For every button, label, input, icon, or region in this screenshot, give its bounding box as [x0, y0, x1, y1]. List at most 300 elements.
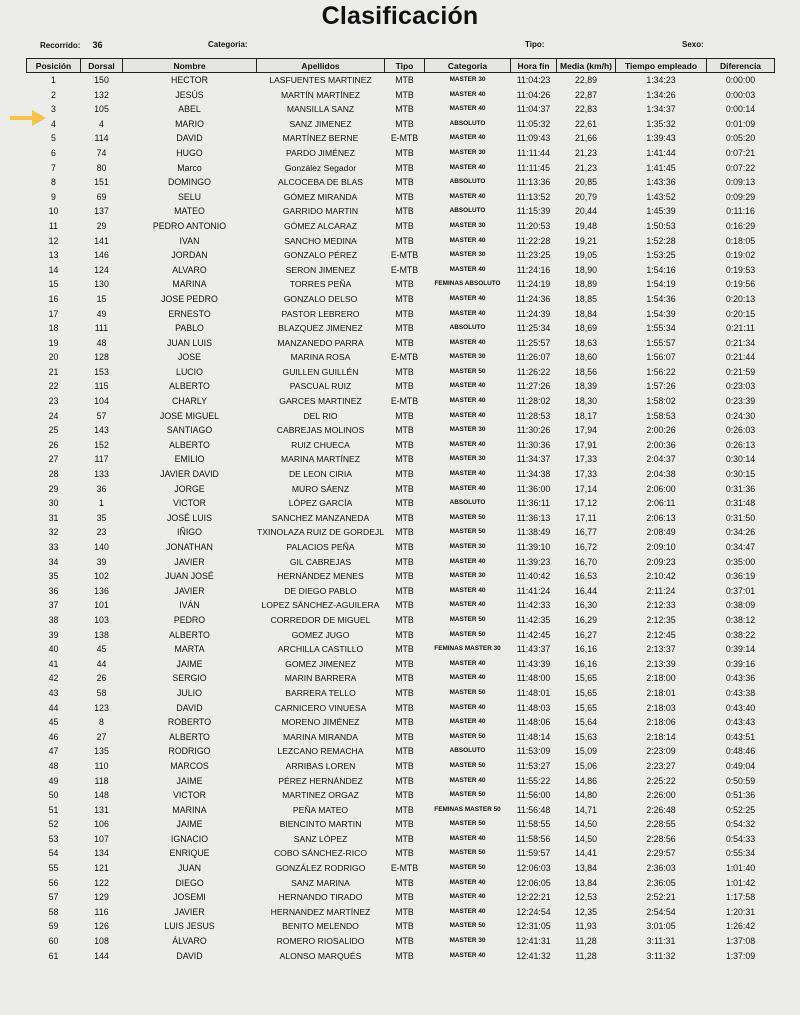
cell-apellidos: GONZALO DELSO [283, 293, 358, 304]
cell-diferencia: 1:17:58 [725, 892, 756, 903]
cell-apellidos: GARCES MARTINEZ [279, 396, 362, 407]
cell-tiempo: 2:11:24 [646, 585, 676, 596]
cell-media: 17,33 [574, 454, 597, 465]
cell-posicion: 16 [48, 293, 59, 304]
cell-dorsal: 8 [99, 717, 104, 728]
cell-dorsal: 39 [96, 556, 107, 567]
cell-media: 17,33 [574, 469, 597, 480]
cell-apellidos: ROMERO RIOSALIDO [276, 936, 365, 947]
cell-apellidos: SANZ MARINA [291, 877, 350, 888]
cell-nombre: JUAN JOSÉ [165, 571, 214, 582]
cell-tiempo: 2:12:35 [646, 614, 676, 625]
cell-categoria: MASTER 30 [449, 251, 486, 259]
cell-tipo: MTB [395, 717, 414, 728]
cell-dorsal: 124 [94, 264, 109, 275]
cell-apellidos: LOPEZ SÁNCHEZ-AGUILERA [261, 600, 380, 611]
cell-dorsal: 130 [94, 279, 109, 290]
cell-tipo: E-MTB [390, 396, 419, 407]
header-posicion: Posición [27, 59, 81, 73]
cell-dorsal: 35 [96, 512, 107, 523]
cell-apellidos: BLAZQUEZ JIMENEZ [278, 323, 363, 334]
cell-dorsal: 128 [94, 352, 109, 363]
cell-apellidos: SANCHEZ MANZANEDA [271, 512, 370, 523]
cell-diferencia: 0:26:03 [725, 425, 756, 436]
cell-categoria: FEMINAS ABSOLUTO [434, 280, 501, 288]
cell-nombre: JAIME [176, 658, 203, 669]
cell-categoria: MASTER 50 [449, 367, 486, 375]
cell-categoria: MASTER 40 [449, 134, 486, 142]
cell-apellidos: ALONSO MARQUÉS [279, 950, 362, 961]
cell-posicion: 25 [48, 425, 59, 436]
cell-posicion: 45 [48, 717, 59, 728]
cell-posicion: 10 [48, 206, 59, 217]
cell-dorsal: 121 [94, 863, 109, 874]
cell-nombre: SERGIO [172, 673, 207, 684]
cell-hora-fin: 11:15:39 [516, 206, 551, 217]
cell-tiempo: 1:35:32 [646, 118, 676, 129]
cell-apellidos: MARINA MIRANDA [283, 731, 358, 742]
cell-media: 20,85 [574, 177, 597, 188]
cell-categoria: MASTER 40 [449, 659, 486, 667]
table-row [27, 817, 775, 832]
cell-tiempo: 2:06:00 [646, 483, 676, 494]
cell-apellidos: BIENCINTO MARTIN [279, 819, 362, 830]
cell-nombre: ABEL [178, 104, 201, 115]
cell-categoria: MASTER 50 [449, 528, 486, 536]
cell-categoria: MASTER 40 [449, 878, 486, 886]
cell-categoria: MASTER 50 [449, 922, 486, 930]
cell-hora-fin: 11:43:37 [516, 644, 551, 655]
cell-diferencia: 0:38:09 [725, 600, 756, 611]
cell-hora-fin: 11:59:57 [516, 848, 551, 859]
cell-hora-fin: 11:42:35 [516, 614, 551, 625]
table-row [27, 117, 775, 132]
cell-tipo: MTB [395, 556, 414, 567]
cell-nombre: DAVID [176, 950, 203, 961]
cell-hora-fin: 12:31:05 [516, 921, 551, 932]
cell-posicion: 1 [51, 75, 56, 85]
cell-tipo: MTB [395, 366, 414, 377]
cell-media: 16,70 [574, 556, 597, 567]
cell-posicion: 46 [48, 731, 59, 742]
cell-tiempo: 1:57:26 [646, 381, 676, 392]
cell-apellidos: GÓMEZ ALCARAZ [283, 220, 358, 231]
cell-categoria: MASTER 30 [449, 148, 486, 156]
cell-tiempo: 1:58:53 [646, 410, 676, 421]
table-row [27, 452, 775, 467]
cell-tipo: MTB [395, 658, 414, 669]
cell-dorsal: 134 [94, 848, 109, 859]
cell-tipo: MTB [395, 147, 414, 158]
cell-dorsal: 45 [96, 644, 107, 655]
cell-tiempo: 3:11:31 [646, 936, 676, 947]
cell-media: 21,23 [574, 162, 597, 173]
cell-nombre: JAVIER [174, 906, 205, 917]
cell-apellidos: CARNICERO VINUESA [274, 702, 367, 713]
table-row [27, 613, 775, 628]
cell-apellidos: MARTINEZ ORGAZ [282, 790, 359, 801]
cell-dorsal: 1 [99, 498, 104, 509]
cell-dorsal: 123 [94, 702, 109, 713]
cell-apellidos: HERNANDO TIRADO [278, 892, 363, 903]
cell-diferencia: 1:20:31 [725, 906, 756, 917]
cell-hora-fin: 12:06:05 [516, 877, 551, 888]
cell-hora-fin: 11:26:07 [516, 352, 551, 363]
cell-media: 14,86 [574, 775, 597, 786]
cell-nombre: MARINA [172, 279, 207, 290]
cell-tipo: MTB [395, 542, 414, 552]
cell-posicion: 18 [48, 323, 59, 334]
cell-hora-fin: 11:09:43 [516, 133, 551, 144]
cell-diferencia: 0:50:59 [725, 775, 756, 786]
cell-apellidos: TXINOLAZA RUIZ DE GORDEJL [256, 527, 385, 538]
page-title: Clasificación [321, 2, 479, 30]
cell-tipo: MTB [395, 921, 414, 932]
cell-dorsal: 138 [94, 629, 109, 640]
cell-tipo: MTB [395, 702, 414, 713]
cell-nombre: JAVIER DAVID [160, 469, 219, 480]
cell-hora-fin: 11:40:42 [516, 571, 551, 582]
cell-categoria: MASTER 40 [449, 557, 486, 565]
cell-tiempo: 2:29:57 [646, 848, 676, 859]
cell-posicion: 55 [48, 863, 59, 874]
cell-categoria: FEMINAS MASTER 50 [434, 805, 501, 813]
table-row [27, 277, 775, 292]
cell-categoria: MASTER 40 [449, 192, 486, 200]
cell-media: 18,17 [574, 410, 597, 421]
cell-nombre: HECTOR [171, 75, 208, 85]
header-hora-fin: Hora fin [511, 59, 557, 73]
cell-hora-fin: 11:24:19 [516, 279, 551, 290]
cell-hora-fin: 11:39:23 [516, 556, 551, 567]
cell-apellidos: LASFUENTES MARTINEZ [269, 75, 372, 85]
recorrido-label: Recorrido: [40, 41, 81, 50]
cell-nombre: SELU [178, 191, 201, 202]
cell-media: 18,63 [574, 337, 597, 348]
cell-dorsal: 144 [94, 950, 109, 961]
cell-tipo: MTB [395, 279, 414, 290]
cell-media: 18,85 [574, 293, 597, 304]
cell-tipo: MTB [395, 629, 414, 640]
cell-hora-fin: 11:34:38 [516, 469, 551, 480]
cell-categoria: MASTER 30 [449, 455, 486, 463]
cell-nombre: ALBERTO [169, 629, 210, 640]
cell-media: 16,44 [574, 585, 597, 596]
cell-hora-fin: 11:24:39 [516, 308, 551, 319]
cell-diferencia: 0:31:50 [725, 512, 756, 523]
cell-categoria: MASTER 40 [449, 703, 486, 711]
cell-hora-fin: 11:53:27 [516, 760, 551, 771]
cell-posicion: 17 [48, 308, 59, 319]
cell-tipo: MTB [395, 118, 414, 129]
cell-apellidos: PASTOR LEBRERO [281, 308, 360, 319]
cell-posicion: 13 [48, 250, 59, 261]
table-row [27, 379, 775, 394]
cell-media: 17,14 [574, 483, 597, 494]
table-row [27, 88, 775, 103]
cell-dorsal: 133 [94, 469, 109, 480]
cell-categoria: MASTER 50 [449, 732, 486, 740]
cell-tipo: MTB [395, 848, 414, 859]
cell-diferencia: 0:54:32 [725, 819, 756, 830]
cell-categoria: MASTER 30 [449, 426, 486, 434]
cell-nombre: JUAN LUIS [167, 337, 212, 348]
cell-tiempo: 1:58:02 [646, 396, 676, 407]
table-row [27, 876, 775, 891]
cell-tiempo: 1:34:26 [646, 89, 676, 100]
cell-tipo: MTB [395, 104, 414, 115]
cell-categoria: MASTER 50 [449, 820, 486, 828]
cell-dorsal: 15 [96, 293, 107, 304]
cell-media: 14,80 [574, 790, 597, 801]
cell-diferencia: 0:09:13 [725, 177, 756, 188]
cell-dorsal: 116 [94, 906, 109, 917]
cell-apellidos: PEÑA MATEO [292, 804, 349, 815]
cell-hora-fin: 11:53:09 [516, 746, 551, 757]
cell-diferencia: 0:43:51 [725, 731, 756, 742]
table-row [27, 686, 775, 701]
cell-tiempo: 2:54:54 [646, 906, 676, 917]
cell-nombre: MARIO [175, 118, 204, 129]
cell-apellidos: LEZCANO REMACHA [277, 746, 364, 757]
recorrido-meta [40, 40, 102, 50]
cell-tiempo: 1:41:44 [646, 147, 676, 158]
cell-hora-fin: 11:05:32 [516, 118, 551, 129]
table-row [27, 774, 775, 789]
cell-diferencia: 0:21:59 [725, 366, 756, 377]
cell-nombre: VICTOR [172, 790, 207, 801]
cell-tipo: MTB [395, 877, 414, 888]
cell-tiempo: 3:11:32 [646, 950, 676, 961]
cell-media: 18,39 [574, 381, 597, 392]
cell-dorsal: 44 [96, 658, 107, 669]
cell-apellidos: BENITO MELENDO [282, 921, 359, 932]
cell-tiempo: 2:00:26 [646, 425, 676, 436]
cell-apellidos: COBO SÁNCHEZ-RICO [273, 848, 368, 859]
cell-hora-fin: 11:36:13 [516, 512, 551, 523]
cell-apellidos: LÓPEZ GARCÍA [288, 498, 353, 509]
cell-media: 12,53 [574, 892, 597, 903]
cell-diferencia: 0:31:48 [725, 498, 756, 509]
cell-media: 17,11 [575, 512, 597, 523]
cell-tiempo: 2:25:22 [646, 775, 676, 786]
cell-tiempo: 2:10:42 [646, 571, 676, 582]
cell-apellidos: MARINA ROSA [290, 352, 351, 363]
cell-categoria: MASTER 50 [449, 849, 486, 857]
cell-media: 15,64 [574, 717, 597, 728]
cell-media: 16,53 [574, 571, 597, 582]
cell-categoria: MASTER 50 [449, 688, 486, 696]
cell-tiempo: 2:18:03 [646, 702, 676, 713]
cell-posicion: 9 [51, 191, 56, 202]
cell-posicion: 15 [48, 279, 59, 290]
cell-dorsal: 151 [94, 177, 109, 188]
cell-tiempo: 1:55:57 [646, 337, 676, 348]
cell-apellidos: ARRIBAS LOREN [285, 760, 356, 771]
cell-tipo: MTB [395, 687, 414, 698]
cell-diferencia: 0:20:13 [725, 293, 756, 304]
cell-categoria: MASTER 40 [449, 163, 486, 171]
cell-tipo: MTB [395, 512, 414, 523]
cell-categoria: MASTER 30 [449, 937, 486, 945]
cell-dorsal: 26 [96, 673, 107, 684]
cell-tipo: MTB [395, 206, 414, 217]
cell-media: 15,65 [574, 673, 597, 684]
table-row [27, 292, 775, 307]
cell-categoria: MASTER 40 [449, 834, 486, 842]
cell-tiempo: 2:26:48 [646, 804, 676, 815]
cell-media: 22,83 [574, 104, 597, 115]
cell-media: 16,77 [574, 527, 597, 538]
cell-tiempo: 1:54:19 [646, 279, 676, 290]
cell-tiempo: 2:18:01 [646, 687, 676, 698]
cell-hora-fin: 11:43:39 [516, 658, 551, 669]
cell-dorsal: 152 [94, 439, 109, 450]
table-row [27, 365, 775, 380]
cell-nombre: JONATHAN [166, 542, 213, 552]
cell-posicion: 6 [51, 147, 56, 158]
cell-apellidos: DE LEON CIRIA [288, 469, 353, 480]
cell-diferencia: 0:48:46 [725, 746, 756, 757]
cell-dorsal: 36 [96, 483, 107, 494]
cell-posicion: 43 [48, 687, 59, 698]
table-row [27, 788, 775, 803]
cell-posicion: 24 [48, 410, 59, 421]
cell-dorsal: 101 [94, 600, 109, 611]
cell-nombre: JOSEMI [173, 892, 206, 903]
table-row [27, 949, 775, 964]
cell-nombre: RODRIGO [168, 746, 211, 757]
cell-hora-fin: 11:36:00 [516, 483, 551, 494]
cell-hora-fin: 12:22:21 [516, 892, 551, 903]
cell-diferencia: 0:21:44 [725, 352, 756, 363]
cell-apellidos: GOMEZ JIMENEZ [285, 658, 356, 669]
table-row [27, 248, 775, 263]
cell-dorsal: 105 [94, 104, 109, 115]
cell-categoria: MASTER 40 [449, 586, 486, 594]
cell-hora-fin: 11:23:25 [516, 250, 551, 261]
cell-categoria: MASTER 50 [449, 630, 486, 638]
cell-posicion: 36 [48, 585, 59, 596]
header-categoria: Categoria [425, 59, 511, 73]
cell-categoria: MASTER 50 [449, 513, 486, 521]
cell-categoria: ABSOLUTO [449, 207, 486, 215]
cell-categoria: MASTER 40 [449, 776, 486, 784]
tipo-label: Tipo: [525, 40, 545, 49]
cell-posicion: 59 [48, 921, 59, 932]
cell-posicion: 54 [48, 848, 59, 859]
categoria-label: Categoria: [208, 40, 248, 49]
cell-dorsal: 132 [94, 89, 109, 100]
cell-dorsal: 108 [94, 936, 109, 947]
cell-tiempo: 1:54:36 [646, 293, 676, 304]
cell-apellidos: GARRIDO MARTIN [282, 206, 359, 217]
cell-media: 15,63 [574, 731, 597, 742]
cell-nombre: CHARLY [171, 396, 208, 407]
cell-media: 17,12 [574, 498, 597, 509]
cell-posicion: 14 [48, 264, 59, 275]
table-row [27, 555, 775, 570]
cell-diferencia: 0:43:40 [725, 702, 756, 713]
cell-nombre: PEDRO [173, 614, 206, 625]
cell-diferencia: 0:09:29 [725, 191, 756, 202]
cell-dorsal: 129 [94, 892, 109, 903]
cell-dorsal: 140 [94, 542, 109, 552]
cell-posicion: 4 [51, 118, 56, 129]
cell-dorsal: 102 [94, 571, 109, 582]
cell-media: 18,69 [574, 323, 597, 334]
cell-dorsal: 115 [94, 381, 109, 392]
cell-categoria: MASTER 40 [449, 411, 486, 419]
cell-tipo: MTB [395, 950, 414, 961]
table-row [27, 204, 775, 219]
cell-apellidos: DEL RIO [303, 410, 338, 421]
table-row [27, 73, 775, 88]
cell-tipo: MTB [395, 936, 414, 947]
cell-categoria: MASTER 40 [449, 440, 486, 448]
cell-media: 14,71 [574, 804, 597, 815]
cell-categoria: MASTER 40 [449, 294, 486, 302]
cell-tipo: MTB [395, 293, 414, 304]
cell-posicion: 60 [48, 936, 59, 947]
cell-tiempo: 2:36:05 [646, 877, 676, 888]
cell-apellidos: GONZALO PÉREZ [283, 250, 358, 261]
cell-categoria: FEMINAS MASTER 30 [434, 645, 501, 653]
cell-diferencia: 1:37:08 [725, 936, 756, 947]
cell-nombre: JOSE MIGUEL [159, 410, 220, 421]
cell-posicion: 52 [48, 819, 59, 830]
cell-dorsal: 69 [96, 191, 107, 202]
cell-posicion: 53 [48, 833, 59, 844]
cell-tipo: MTB [395, 760, 414, 771]
cell-tiempo: 1:50:53 [646, 220, 676, 231]
cell-media: 12,35 [574, 906, 597, 917]
cell-diferencia: 0:20:15 [725, 308, 756, 319]
cell-media: 18,84 [574, 308, 597, 319]
table-row [27, 423, 775, 438]
cell-posicion: 2 [51, 89, 56, 100]
cell-hora-fin: 12:06:03 [516, 863, 551, 874]
cell-tipo: E-MTB [390, 863, 419, 874]
cell-tipo: MTB [395, 746, 414, 757]
cell-nombre: ÁLVARO [172, 936, 207, 947]
cell-nombre: ALBERTO [169, 381, 210, 392]
cell-hora-fin: 11:56:48 [516, 804, 551, 815]
cell-tiempo: 2:18:14 [646, 731, 676, 742]
cell-dorsal: 58 [96, 687, 107, 698]
cell-apellidos: ARCHILLA CASTILLO [277, 644, 364, 655]
cell-diferencia: 0:39:16 [725, 658, 756, 669]
cell-dorsal: 57 [96, 410, 107, 421]
cell-diferencia: 0:35:00 [725, 556, 756, 567]
cell-apellidos: BARRERA TELLO [285, 687, 356, 698]
cell-categoria: MASTER 30 [449, 76, 486, 83]
cell-hora-fin: 12:41:32 [516, 950, 551, 961]
cell-hora-fin: 11:48:14 [516, 731, 551, 742]
table-row [27, 861, 775, 876]
cell-dorsal: 110 [94, 760, 109, 771]
cell-nombre: ALBERTO [169, 731, 210, 742]
cell-diferencia: 0:05:20 [725, 133, 756, 144]
table-row [27, 730, 775, 745]
cell-diferencia: 0:21:34 [725, 337, 756, 348]
cell-categoria: MASTER 40 [449, 397, 486, 405]
cell-nombre: MARCOS [170, 760, 209, 771]
cell-diferencia: 0:00:14 [725, 104, 756, 115]
sexo-label: Sexo: [682, 40, 704, 49]
cell-diferencia: 0:07:22 [725, 162, 756, 173]
cell-nombre: JOSE PEDRO [161, 293, 218, 304]
